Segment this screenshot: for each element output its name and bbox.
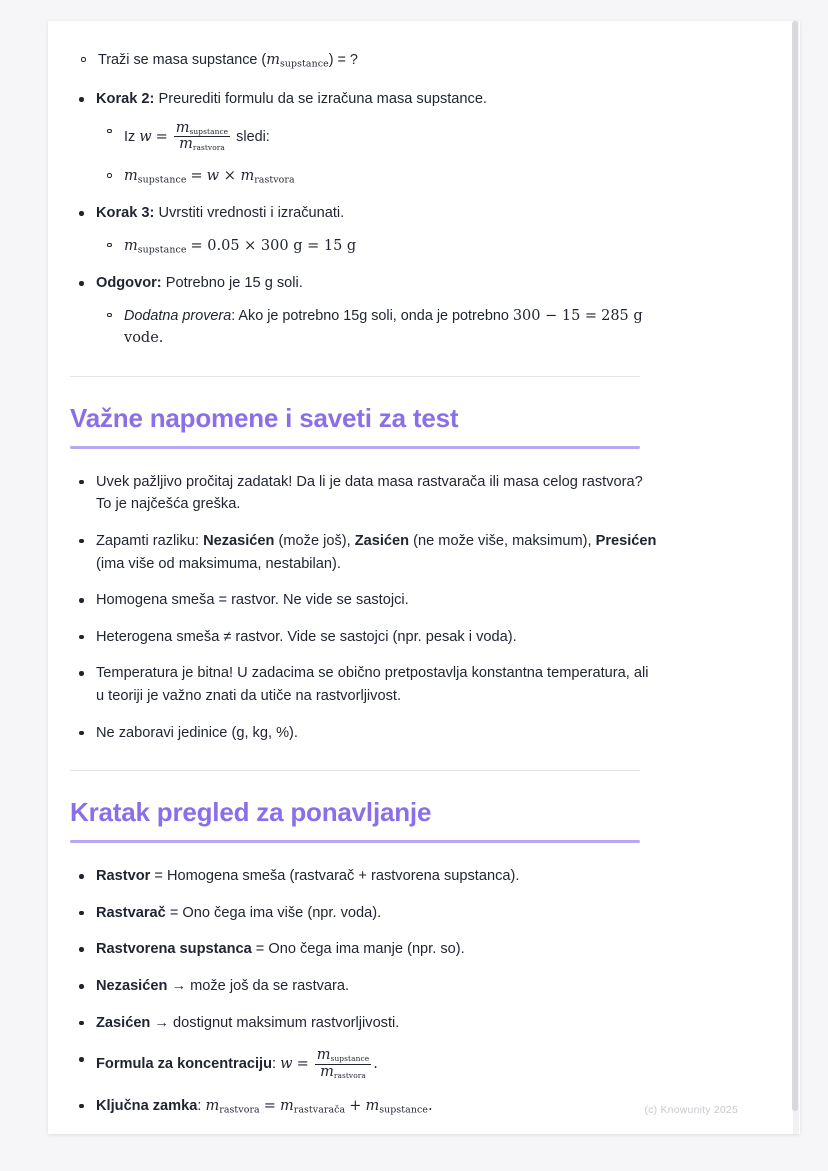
text: sledi:	[232, 128, 270, 145]
steps-list	[70, 88, 658, 349]
list-item	[96, 165, 658, 188]
list-item	[70, 1048, 658, 1080]
math-variable: m	[179, 136, 193, 153]
math-subscript: supstance	[279, 58, 329, 70]
term-rastvor: Rastvor	[96, 868, 151, 885]
list-item	[70, 626, 658, 649]
list-item	[70, 589, 658, 612]
document-page	[48, 21, 800, 1134]
heading-underline	[70, 840, 640, 843]
extra-check-label: Dodatna provera	[124, 307, 232, 324]
text: ) = ?	[328, 52, 358, 68]
watermark: (c) Knowunity 2025	[644, 1104, 738, 1116]
note-text: Ne zaboravi jedinice (g, kg, %).	[96, 724, 298, 741]
math-variable: m	[365, 1097, 380, 1114]
math-expression: w × m	[206, 168, 255, 185]
fraction-concentration	[174, 121, 230, 153]
math-equals: =	[155, 128, 168, 145]
math-subscript: supstance	[330, 1054, 370, 1064]
text: Iz	[124, 128, 140, 145]
note-text: Heterogena smeša ≠ rastvor. Vide se sastojci (npr. pesak i voda).	[96, 628, 517, 645]
definition-text: :	[197, 1097, 206, 1114]
fraction-denominator	[315, 1065, 371, 1081]
document-content	[70, 21, 658, 1132]
text: : Ako je potrebno 15g soli, onda je potrebno	[231, 307, 513, 324]
section-divider	[70, 770, 640, 771]
math-subscript: supstance	[137, 244, 187, 256]
list-item	[70, 662, 658, 707]
math-variable: m	[124, 168, 138, 185]
korak-3-sublist	[96, 235, 658, 258]
odgovor-sublist	[96, 305, 658, 350]
definition-text: = Ono čega ima manje (npr. so).	[251, 941, 465, 958]
definition-text: → dostignut maksimum rastvorljivosti.	[150, 1014, 400, 1031]
term-formula-koncentracija: Formula za koncentraciju	[96, 1056, 272, 1073]
step-text: Uvrstiti vrednosti i izračunati.	[158, 205, 345, 222]
heading-underline	[70, 446, 640, 449]
list-item	[96, 235, 658, 258]
list-item	[70, 865, 658, 888]
answer-text: Potrebno je 15 g soli.	[165, 275, 303, 292]
list-item-korak-3	[70, 202, 658, 258]
page-title-notes: Važne napomene i saveti za test	[70, 402, 459, 433]
fraction-numerator	[174, 121, 230, 138]
math-subscript: rastvora	[254, 174, 295, 186]
korak-2-sublist	[96, 121, 658, 189]
term-zasicen: Zasićen	[96, 1014, 151, 1031]
math-variable: m	[266, 52, 280, 68]
note-text: (ima više od maksimuma, nestabilan).	[96, 555, 341, 572]
list-item-korak-2	[70, 88, 658, 188]
scrollbar-thumb[interactable]	[792, 21, 798, 1111]
math-variable: m	[205, 1097, 220, 1114]
note-text: Temperatura je bitna! U zadacima se obično pretpostavlja konstantna temperatura, ali u teoriji je važno znati da utiče na rastvorljivost.	[96, 665, 649, 704]
math-equals: =	[296, 1056, 309, 1073]
math-equals: =	[190, 168, 203, 185]
math-variable-w: w	[139, 128, 152, 145]
math-subscript: rastvora	[219, 1104, 260, 1116]
list-item	[70, 471, 658, 516]
term-presicen: Presićen	[595, 532, 657, 549]
math-equals: =	[263, 1097, 276, 1114]
math-period: .	[428, 1097, 433, 1114]
term-kljucna-zamka: Ključna zamka	[96, 1097, 198, 1114]
math-variable: m	[320, 1063, 334, 1080]
math-period: .	[373, 1056, 378, 1073]
term-nezasicen: Nezasićen	[203, 532, 275, 549]
list-item	[96, 121, 658, 153]
math-variable: m	[280, 1097, 294, 1114]
math-result: 285 g vode.	[124, 307, 643, 347]
note-text: Zapamti razliku:	[96, 532, 204, 549]
step-text: Preurediti formulu da se izračuna masa supstance.	[158, 91, 487, 108]
list-item	[70, 722, 658, 745]
step-label: Korak 3:	[96, 205, 155, 222]
math-plus: +	[349, 1097, 362, 1114]
definition-text: → može još da se rastvara.	[167, 978, 350, 994]
list-item	[70, 938, 658, 961]
notes-list	[70, 471, 658, 744]
text: Traži se masa supstance (	[98, 52, 267, 68]
term-rastvorena-supstanca: Rastvorena supstanca	[96, 941, 252, 958]
step-label: Korak 2:	[96, 91, 155, 108]
math-variable: m	[316, 1047, 331, 1064]
fraction-concentration	[315, 1048, 371, 1080]
list-item	[70, 1095, 658, 1118]
math-subscript: rastvarača	[293, 1104, 346, 1116]
math-variable-w: w	[280, 1056, 293, 1073]
list-item	[96, 305, 658, 350]
list-item	[70, 530, 658, 575]
list-item-odgovor	[70, 272, 658, 350]
answer-label: Odgovor:	[96, 275, 162, 292]
section-divider	[70, 376, 640, 377]
term-zasicen: Zasićen	[354, 532, 410, 549]
page-title-summary: Kratak pregled za ponavljanje	[70, 797, 432, 828]
fraction-denominator	[174, 137, 230, 153]
math-subscript: rastvora	[192, 143, 225, 153]
definition-text: = Homogena smeša (rastvarač + rastvorena supstanca).	[150, 868, 520, 885]
math-subscript: supstance	[379, 1104, 428, 1116]
definition-text: :	[271, 1056, 281, 1073]
math-expression: 300 − 15 =	[512, 307, 598, 324]
scrollbar-track[interactable]	[793, 21, 799, 1134]
definition-text: = Ono čega ima više (npr. voda).	[165, 904, 382, 921]
note-text: (ne može više, maksimum),	[409, 532, 596, 549]
term-nezasicen: Nezasićen	[96, 978, 168, 994]
step-sublist-continuation	[70, 49, 658, 72]
note-text: Uvek pažljivo pročitaj zadatak! Da li je data masa rastvarača ili masa celog rastvora? To je najčešća greška.	[96, 473, 643, 513]
summary-list	[70, 865, 658, 1118]
list-item	[70, 975, 658, 998]
list-item	[70, 1012, 658, 1035]
note-text: (može još),	[274, 532, 355, 549]
term-rastvarac: Rastvarač	[96, 904, 166, 921]
math-variable: m	[175, 119, 190, 136]
math-subscript: rastvora	[333, 1070, 366, 1080]
math-subscript: supstance	[137, 174, 187, 186]
math-expression: = 0.05 × 300 g = 15 g	[190, 237, 357, 254]
list-item	[70, 49, 658, 72]
math-subscript: supstance	[189, 126, 229, 136]
list-item	[70, 902, 658, 925]
fraction-numerator	[315, 1048, 371, 1065]
note-text: Homogena smeša = rastvor. Ne vide se sastojci.	[96, 592, 409, 609]
math-variable: m	[124, 237, 138, 254]
